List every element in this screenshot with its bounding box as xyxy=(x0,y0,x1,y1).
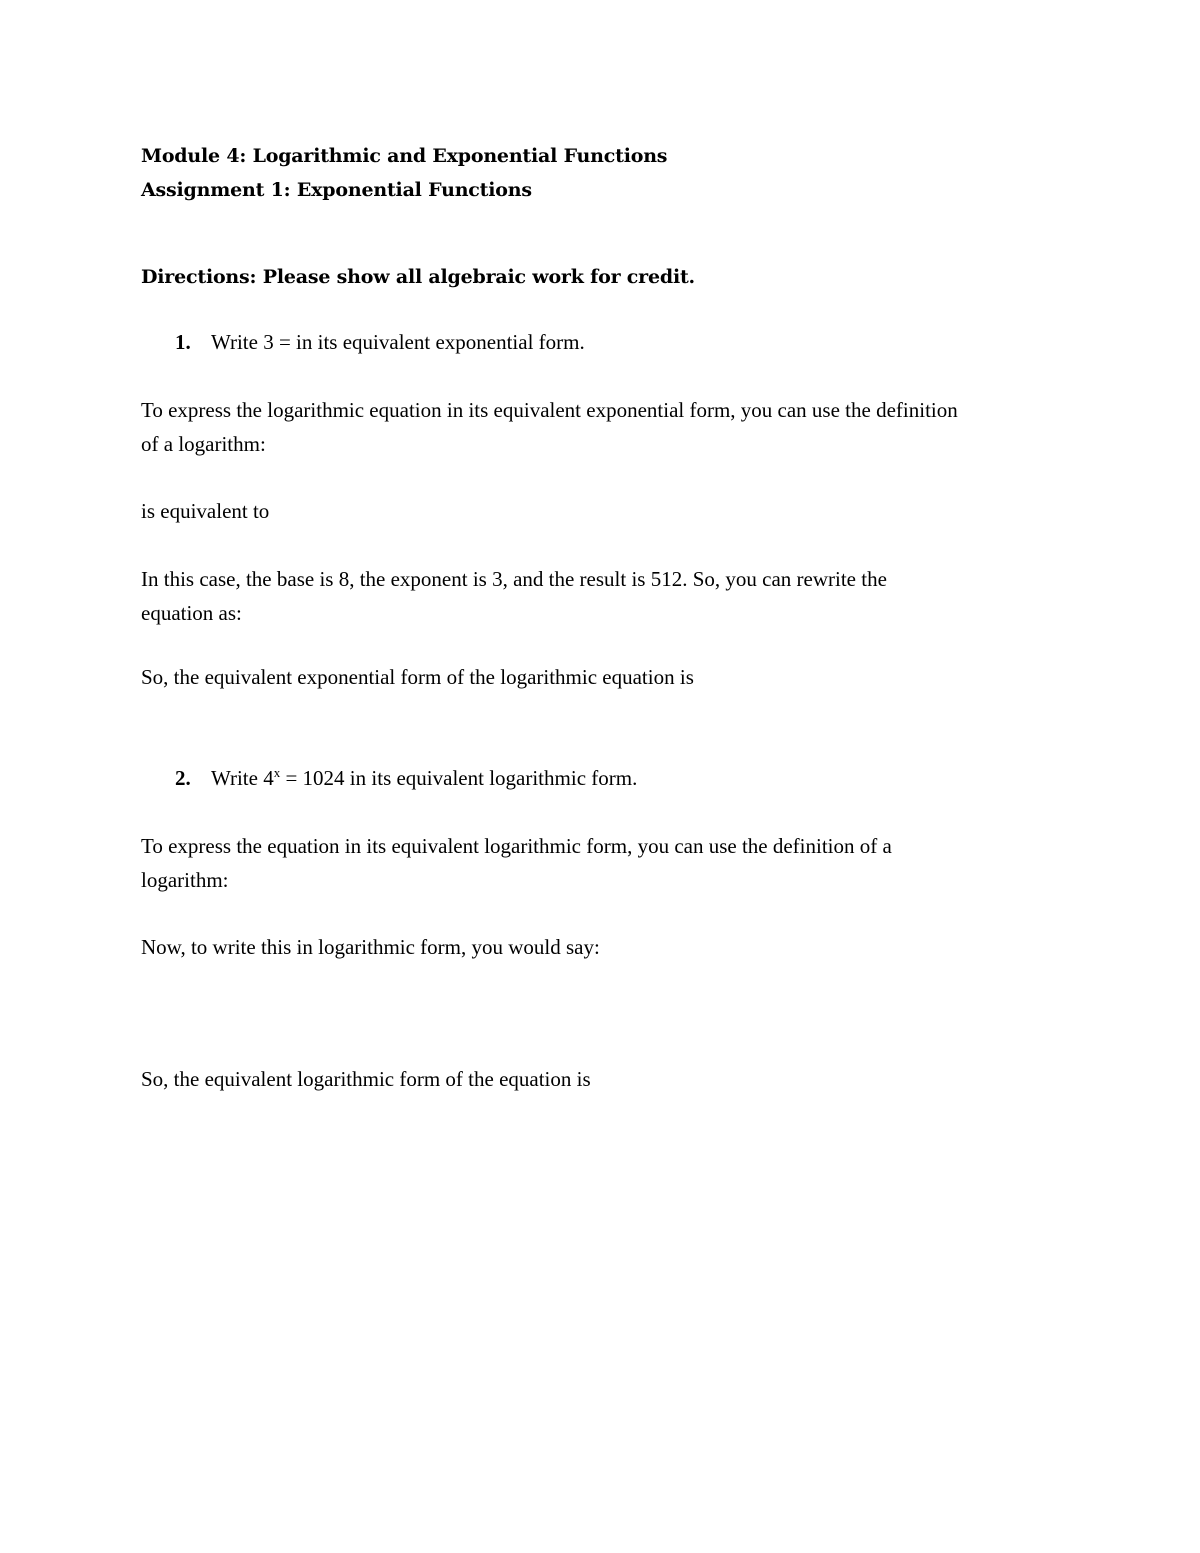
problem-1-explanation-line-2: of a logarithm: xyxy=(141,432,266,456)
module-title: Module 4: Logarithmic and Exponential Functions xyxy=(141,145,668,167)
problem-1-case-line-1: In this case, the base is 8, the exponent is 3, and the result is 512. So, you can rewrite the xyxy=(141,567,887,591)
problem-1-definition: is equivalent to xyxy=(141,499,270,523)
problem-2-explanation-line-1: To express the equation in its equivalent logarithmic form, you can use the definition of a xyxy=(141,834,892,858)
assignment-title: Assignment 1: Exponential Functions xyxy=(141,179,532,201)
problem-2-exponent: x xyxy=(273,765,281,780)
problem-1-explanation-line-1: To express the logarithmic equation in its equivalent exponential form, you can use the definition xyxy=(141,398,958,422)
problem-1-case-line-2: equation as: xyxy=(141,601,242,625)
problem-1-prompt xyxy=(175,325,585,359)
problem-2-conclusion: So, the equivalent logarithmic form of the equation is xyxy=(141,1067,591,1091)
problem-2-explanation-line-2: logarithm: xyxy=(141,868,229,892)
problem-1-text: Write 3 = in its equivalent exponential form. xyxy=(211,330,585,354)
problem-2-text-rest: = 1024 in its equivalent logarithmic form. xyxy=(280,766,638,790)
problem-2-transition: Now, to write this in logarithmic form, you would say: xyxy=(141,935,600,959)
problem-2-text-base: Write 4 xyxy=(211,766,274,790)
problem-2-number: 2. xyxy=(175,766,191,790)
problem-2-prompt xyxy=(175,761,637,795)
problem-1-number: 1. xyxy=(175,330,191,354)
problem-1-conclusion: So, the equivalent exponential form of the logarithmic equation is xyxy=(141,665,694,689)
directions: Directions: Please show all algebraic work for credit. xyxy=(141,266,695,288)
